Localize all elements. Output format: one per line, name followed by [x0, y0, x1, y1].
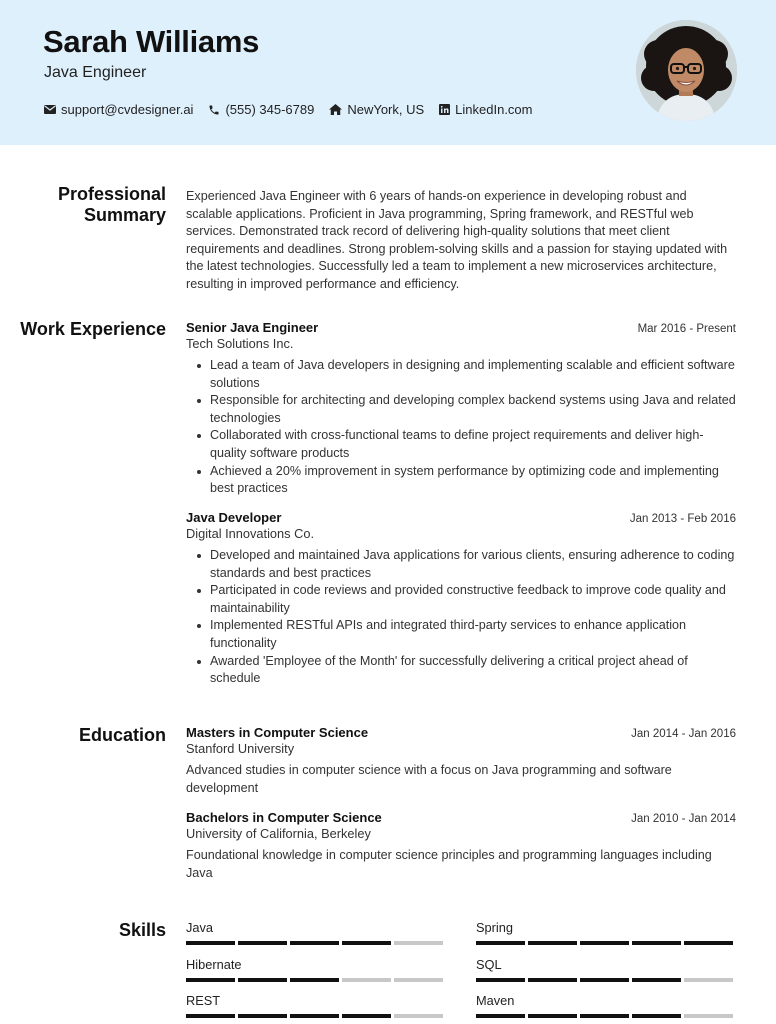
degree-title: Masters in Computer Science: [186, 725, 369, 740]
skill-level-segment: [684, 941, 733, 945]
list-item: Participated in code reviews and provided constructive feedback to improve code quality and maintainability: [186, 582, 736, 617]
skill-level-segment: [342, 978, 391, 982]
envelope-icon: [44, 105, 56, 114]
list-item: Implemented RESTful APIs and integrated third-party services to enhance application functionality: [186, 617, 736, 652]
job-date: Mar 2016 - Present: [637, 323, 736, 335]
skill-level-segment: [632, 978, 681, 982]
skill-level-segment: [186, 1014, 235, 1018]
skill-level-segment: [238, 1014, 287, 1018]
job-bullets: [186, 357, 736, 498]
work-entry: [186, 510, 736, 688]
phone-icon: [208, 104, 220, 116]
skill-level-segment: [632, 1014, 681, 1018]
contact-info: [44, 102, 548, 117]
skill-level-segment: [238, 941, 287, 945]
skill-level-segment: [394, 978, 443, 982]
skill-level-segment: [528, 978, 577, 982]
contact-phone-text: (555) 345-6789: [225, 102, 315, 117]
skill-item: [476, 993, 736, 1018]
list-item: Responsible for architecting and developing complex backend systems using Java and related technologies: [186, 392, 736, 427]
skill-level-segment: [580, 978, 629, 982]
skill-name: Maven: [476, 993, 515, 1008]
skill-level-segment: [684, 978, 733, 982]
contact-linkedin-text: LinkedIn.com: [455, 102, 533, 117]
candidate-role: Java Engineer: [44, 64, 147, 81]
job-title: Senior Java Engineer: [186, 320, 319, 335]
home-icon: [329, 104, 342, 115]
skill-level-bar: [476, 1014, 736, 1018]
skill-level-segment: [290, 1014, 339, 1018]
skill-level-segment: [476, 978, 525, 982]
skill-level-segment: [290, 941, 339, 945]
list-item: Lead a team of Java developers in designing and implementing scalable and efficient software solutions: [186, 357, 736, 392]
skill-level-segment: [476, 941, 525, 945]
list-item: Developed and maintained Java applications for various clients, ensuring adherence to coding standards and best practices: [186, 547, 736, 582]
skill-level-bar: [476, 978, 736, 982]
skill-name: Hibernate: [186, 957, 242, 972]
job-bullets: [186, 547, 736, 688]
contact-location-text: NewYork, US: [347, 102, 425, 117]
contact-phone[interactable]: [208, 102, 314, 117]
job-title: Java Developer: [186, 510, 282, 525]
skill-name: Java: [186, 920, 214, 935]
list-item: Collaborated with cross-functional teams to define project requirements and deliver high-quality software products: [186, 427, 736, 462]
skill-level-segment: [684, 1014, 733, 1018]
education-description: Foundational knowledge in computer science principles and programming languages including Java: [186, 848, 712, 880]
company-name: Digital Innovations Co.: [186, 526, 315, 541]
contact-linkedin[interactable]: [439, 102, 532, 117]
list-item: Awarded 'Employee of the Month' for successfully delivering a critical project ahead of schedule: [186, 653, 736, 688]
education-section-title: Education: [78, 725, 166, 745]
skill-level-segment: [394, 1014, 443, 1018]
skill-item: [476, 920, 736, 945]
skill-level-segment: [394, 941, 443, 945]
education-description: Advanced studies in computer science with a focus on Java programming and software development: [186, 763, 672, 795]
education-entry: [186, 725, 736, 797]
skill-item: [186, 957, 446, 982]
skill-item: [476, 957, 736, 982]
skill-item: [186, 993, 446, 1018]
work-entry: [186, 320, 736, 498]
skills-section-title: Skills: [118, 920, 166, 940]
skill-name: SQL: [476, 957, 502, 972]
skill-level-bar: [476, 941, 736, 945]
summary-section-title: Professional Summary: [57, 184, 166, 225]
skill-name: REST: [186, 993, 221, 1008]
summary-text: Experienced Java Engineer with 6 years of hands-on experience in developing robust and scalable applications. Proficient in Java programming, Spring framework, and RESTful web services. Demonstrated track record of delivering high-quality solutions that meet client requirements and deadlines. Strong problem-solving skills and a passion for staying updated with the latest technologies. Successfully led a team to implement a new microservices architecture, resulting in improved performance and efficiency.: [186, 189, 728, 291]
resume-header: [0, 0, 776, 145]
contact-location: [329, 102, 424, 117]
skill-level-segment: [186, 941, 235, 945]
candidate-name: Sarah Williams: [43, 24, 260, 59]
skill-level-segment: [632, 941, 681, 945]
contact-email[interactable]: [44, 102, 193, 117]
list-item: Achieved a 20% improvement in system performance by optimizing code and implementing best practices: [186, 463, 736, 498]
skill-item: [186, 920, 446, 945]
company-name: Tech Solutions Inc.: [186, 336, 294, 351]
school-name: University of California, Berkeley: [186, 826, 371, 841]
education-date: Jan 2010 - Jan 2014: [631, 813, 736, 825]
profile-photo: [636, 20, 737, 121]
contact-email-text: support@cvdesigner.ai: [61, 102, 194, 117]
skill-level-bar: [186, 1014, 446, 1018]
skill-level-bar: [186, 941, 446, 945]
skill-level-segment: [476, 1014, 525, 1018]
work-section-title: Work Experience: [20, 319, 166, 339]
skill-level-segment: [238, 978, 287, 982]
skill-level-bar: [186, 978, 446, 982]
skill-level-segment: [290, 978, 339, 982]
school-name: Stanford University: [186, 741, 295, 756]
skill-name: Spring: [476, 920, 513, 935]
skill-level-segment: [580, 1014, 629, 1018]
skill-level-segment: [342, 1014, 391, 1018]
skill-level-segment: [580, 941, 629, 945]
skill-level-segment: [528, 941, 577, 945]
skill-level-segment: [528, 1014, 577, 1018]
linkedin-icon: [439, 104, 450, 115]
skill-level-segment: [342, 941, 391, 945]
skill-level-segment: [186, 978, 235, 982]
job-date: Jan 2013 - Feb 2016: [629, 513, 736, 525]
education-entry: [186, 810, 736, 882]
degree-title: Bachelors in Computer Science: [186, 810, 382, 825]
education-date: Jan 2014 - Jan 2016: [631, 728, 736, 740]
